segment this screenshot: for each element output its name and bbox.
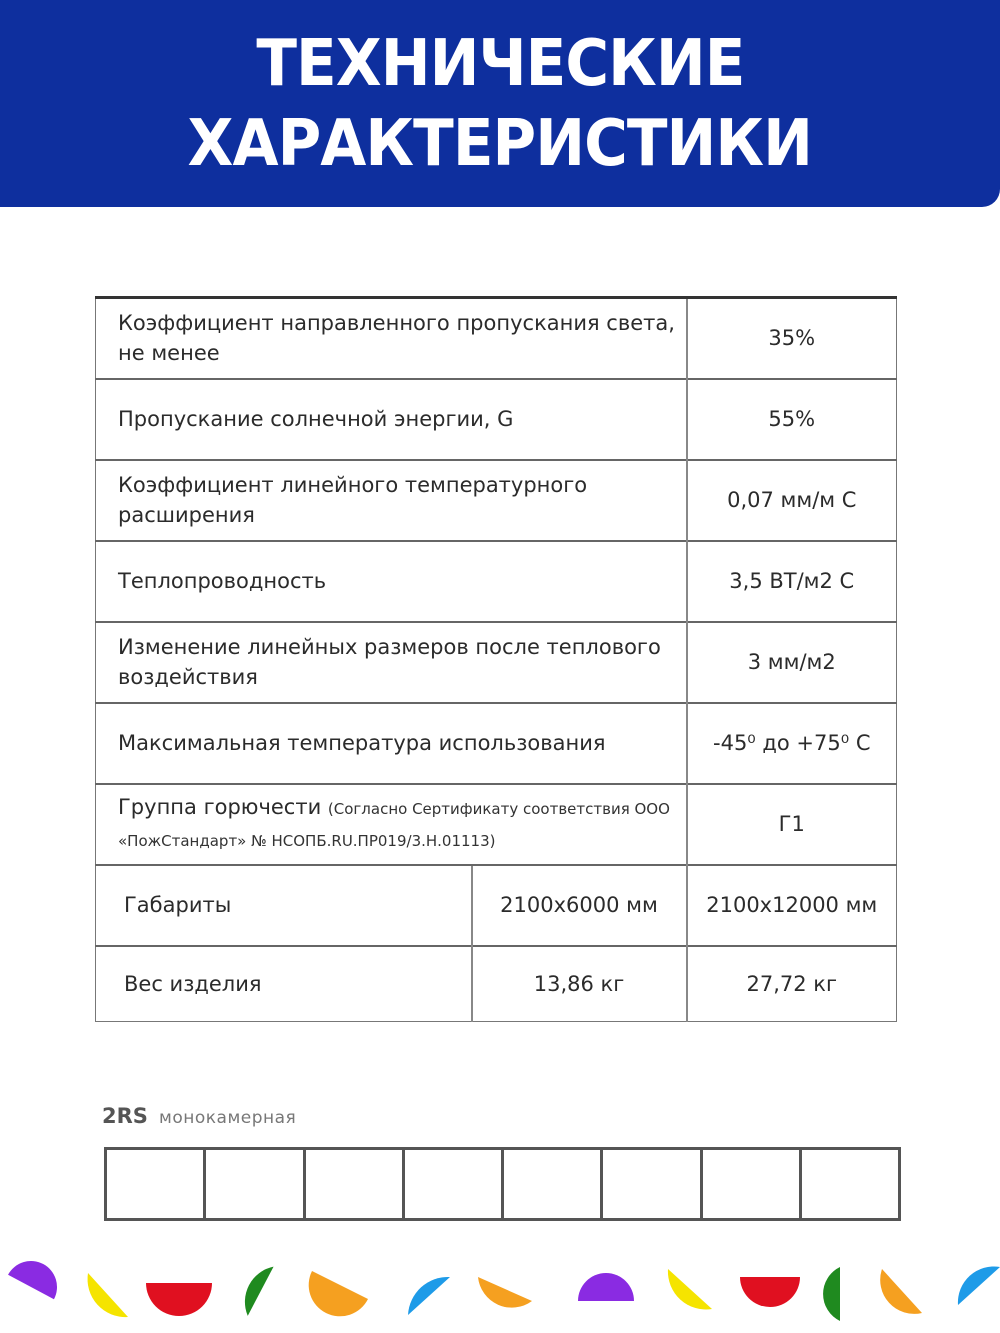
table-row <box>96 541 897 622</box>
profile-cross-section <box>104 1147 901 1221</box>
table-row <box>96 622 897 703</box>
decorative-confetti <box>0 1255 1000 1333</box>
table-row <box>96 460 897 541</box>
profile-cell <box>501 1150 600 1218</box>
profile-name: монокамерная <box>159 1108 297 1128</box>
spec-label: Максимальная температура использования <box>96 703 687 784</box>
spec-value: 3 мм/м2 <box>687 622 897 703</box>
profile-cell <box>303 1150 402 1218</box>
blue-wedge-icon <box>408 1277 450 1315</box>
blue-wedge-icon <box>958 1266 1000 1305</box>
dimensions-label: Габариты <box>96 865 472 946</box>
page-title-line-2: ХАРАКТЕРИСТИКИ <box>187 106 813 181</box>
profile-cell <box>799 1150 898 1218</box>
weight-label: Вес изделия <box>96 946 472 1022</box>
table-row <box>96 379 897 460</box>
spec-label: Теплопроводность <box>96 541 687 622</box>
table-row <box>96 865 897 946</box>
red-half-circle-icon <box>146 1283 212 1316</box>
orange-half-circle-icon <box>309 1271 368 1316</box>
profile-cell <box>700 1150 799 1218</box>
spec-value: -45⁰ до +75⁰ С <box>687 703 897 784</box>
spec-label: Коэффициент направленного пропускания света, не менее <box>118 311 675 366</box>
spec-value: 3,5 ВТ/м2 С <box>687 541 897 622</box>
yellow-wedge-icon <box>88 1273 128 1317</box>
specs-table <box>95 296 897 1022</box>
orange-wedge-icon <box>478 1277 532 1308</box>
profile-cell <box>402 1150 501 1218</box>
profile-code: 2RS <box>102 1104 148 1128</box>
spec-value: Г1 <box>687 784 897 865</box>
certificate-note: (Согласно Сертификату соответствия ООО «ПожСтандарт» № НСОПБ.RU.ПР019/3.Н.01113) <box>118 800 670 850</box>
profile-cell <box>203 1150 302 1218</box>
dimensions-value-2: 2100х12000 мм <box>687 865 897 946</box>
orange-wedge-icon <box>880 1269 922 1314</box>
spec-label: Коэффициент линейного температурного расширения <box>96 460 687 541</box>
green-wedge-icon <box>823 1267 840 1321</box>
table-row <box>96 298 897 379</box>
weight-value-2: 27,72 кг <box>687 946 897 1022</box>
profile-cell <box>107 1150 203 1218</box>
spec-label-flammability <box>96 784 687 865</box>
table-row <box>96 703 897 784</box>
spec-label: Изменение линейных размеров после теплового воздействия <box>96 622 687 703</box>
green-wedge-icon <box>239 1267 281 1316</box>
purple-half-circle-icon <box>578 1273 634 1301</box>
table-row <box>96 946 897 1022</box>
weight-value-1: 13,86 кг <box>472 946 687 1022</box>
spec-value: 55% <box>687 379 897 460</box>
table-row <box>96 784 897 865</box>
page-title-line-1: ТЕХНИЧЕСКИЕ <box>255 26 745 101</box>
spec-label: Группа горючести <box>118 795 322 819</box>
yellow-wedge-icon <box>668 1269 712 1309</box>
spec-value: 35% <box>687 298 897 379</box>
profile-cell <box>600 1150 699 1218</box>
dimensions-value-1: 2100х6000 мм <box>472 865 687 946</box>
spec-value: 0,07 мм/м С <box>687 460 897 541</box>
purple-half-circle-icon <box>8 1255 66 1299</box>
red-half-circle-icon <box>740 1277 800 1307</box>
profile-caption <box>102 1104 296 1128</box>
spec-label: Пропускание солнечной энергии, G <box>96 379 687 460</box>
header-banner <box>0 0 1000 207</box>
